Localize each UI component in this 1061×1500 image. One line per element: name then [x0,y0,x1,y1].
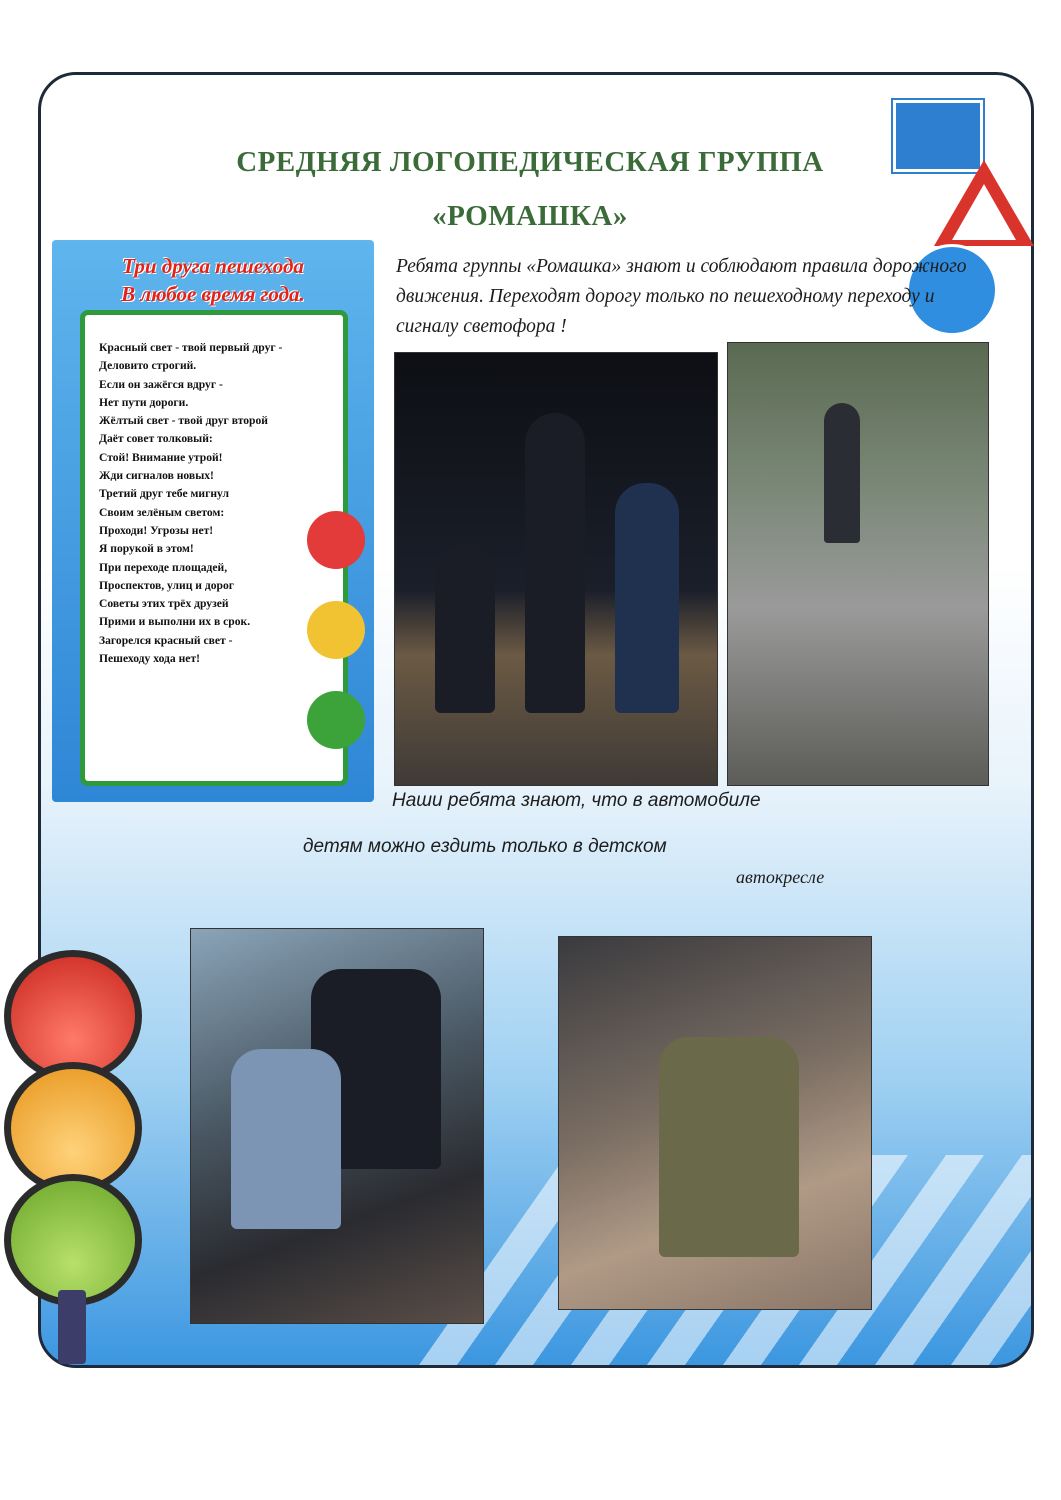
poem-line: Нет пути дороги. [99,395,189,409]
red-light-icon [307,511,365,569]
poem-line: Пешеходу хода нет! [99,652,201,666]
photo-figure [659,1037,799,1257]
intro-text: Ребята группы «Ромашка» знают и соблюдают правила дорожного движения. Переходят дорогу только по пешеходному переходу и сигналу светофора ! [396,256,967,337]
pedestrian-poster [52,240,374,802]
poem-line: Жди сигналов новых! [99,469,214,483]
poem-line: Загорелся красный свет - [99,633,233,647]
poem-line: При переходе площадей, [99,560,228,574]
green-light-icon [307,691,365,749]
poem-line: Советы этих трёх друзей [99,597,229,611]
photo-child-at-crossing [727,342,989,786]
poem-line: Жёлтый свет - твой друг второй [99,414,268,428]
poster-heading-line1: Три друга пешехода [122,254,304,278]
caption-line2: детям можно ездить только в детском [303,836,667,857]
caption-line3: автокресле [736,867,825,887]
photo-figure [435,543,495,713]
poster-heading-line2: В любое время года. [121,282,305,306]
road-works-sign-inner [952,184,1016,240]
poem-card [80,310,348,786]
group-name: «РОМАШКА» [432,200,628,232]
photo-figure [824,403,860,543]
traffic-light-green-icon [4,1174,142,1306]
caption-line1: Наши ребята знают, что в автомобиле [392,790,761,811]
photo-night-crossing [394,352,718,786]
photo-figure [615,483,679,713]
poem-line: Проспектов, улиц и дорог [99,578,235,592]
poem-line: Стой! Внимание утрой! [99,450,223,464]
poem-line: Красный свет - твой первый друг - [99,341,283,354]
photo-car-seat-boy [558,936,872,1310]
photo-car-seat-boy-and-man [190,928,484,1324]
poem-line: Проходи! Угрозы нет! [99,523,214,537]
photo-figure [525,413,585,713]
poem [99,339,339,668]
traffic-light-pole [58,1290,86,1364]
poem-line: Я порукой в этом! [99,542,194,556]
poem-line: Прими и выполни их в срок. [99,615,251,629]
poem-line: Если он зажёгся вдруг - [99,377,223,391]
poem-line: Своим зелёным светом: [99,505,225,519]
photo-figure [231,1049,341,1229]
poem-line: Даёт совет толковый: [99,432,213,446]
poem-line: Третий друг тебе мигнул [99,487,230,501]
page-title: СРЕДНЯЯ ЛОГОПЕДИЧЕСКАЯ ГРУППА [236,146,824,178]
yellow-light-icon [307,601,365,659]
poem-line: Деловито строгий. [99,359,197,373]
